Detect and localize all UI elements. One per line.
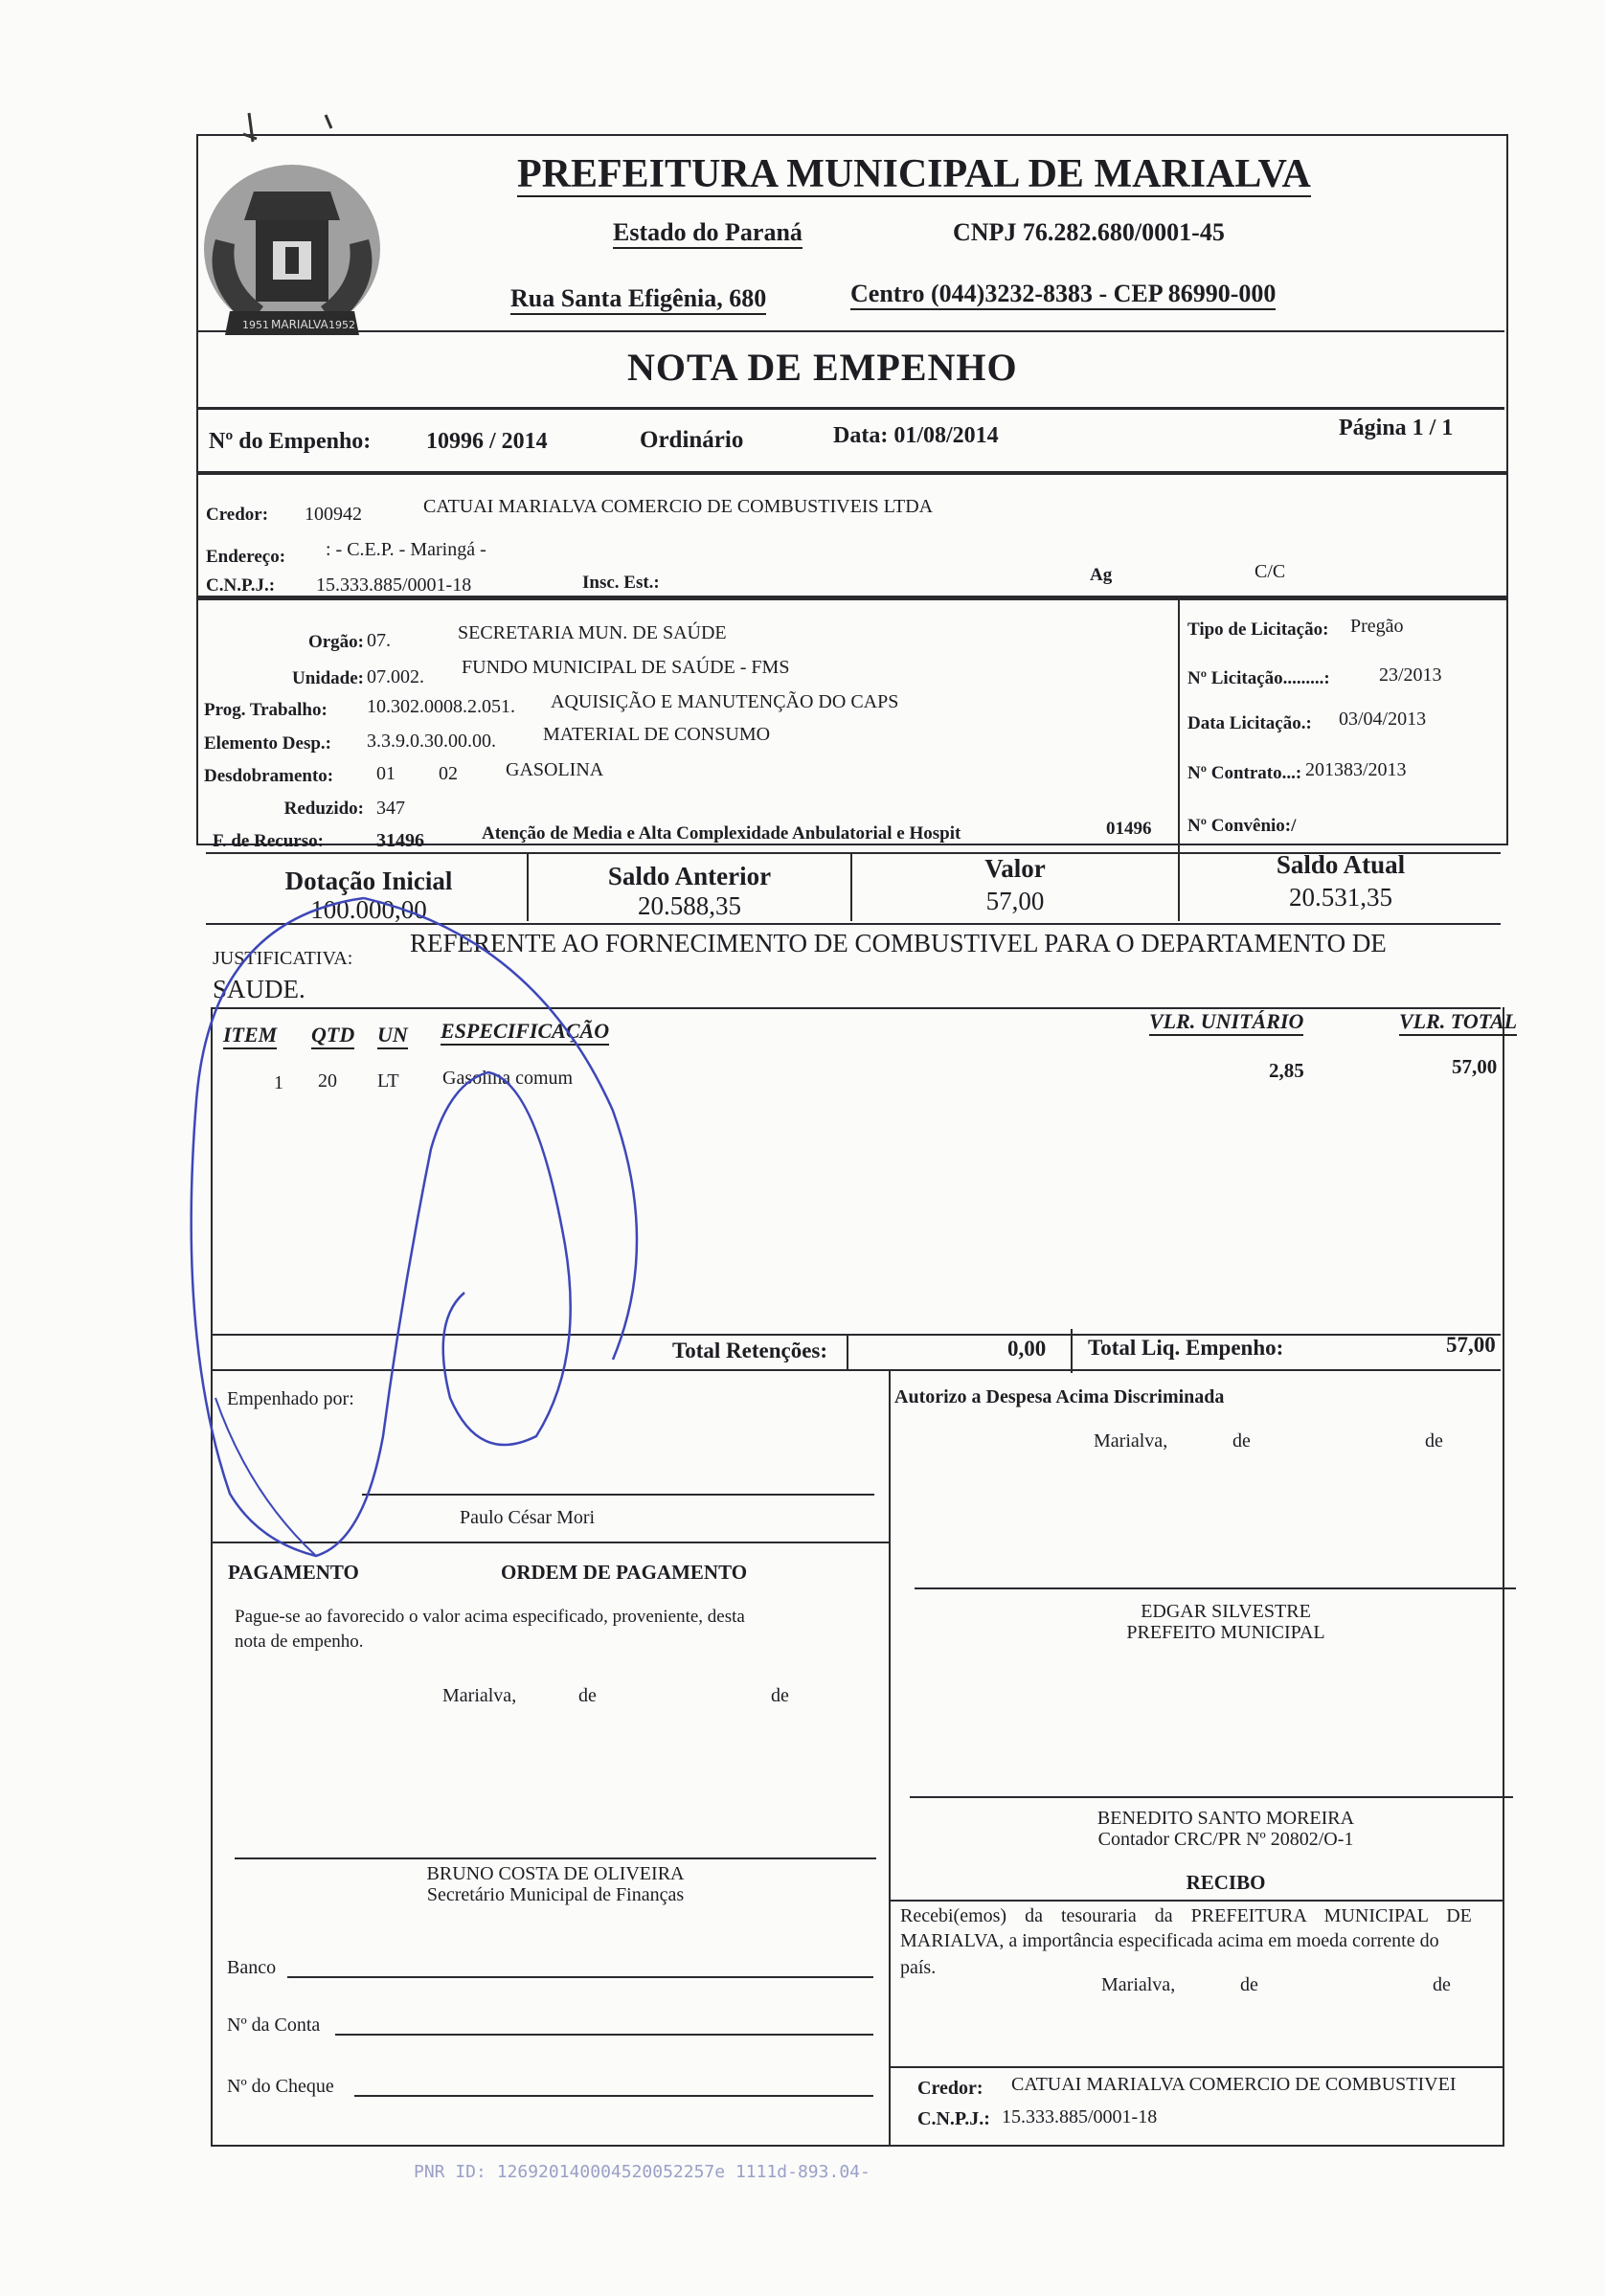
svg-text:1952: 1952 xyxy=(328,319,355,331)
saldo-atual-label: Saldo Atual xyxy=(1276,850,1406,879)
num-licitacao-value: 23/2013 xyxy=(1379,664,1442,686)
recibo-text: Recebi(emos) da tesouraria da PREFEITURA MUNICIPAL DE xyxy=(900,1905,1472,1926)
header-cnpj: CNPJ 76.282.680/0001-45 xyxy=(953,218,1225,246)
pagamento-label: PAGAMENTO xyxy=(228,1561,359,1584)
valor-value: 57,00 xyxy=(985,887,1045,915)
svg-text:1951: 1951 xyxy=(242,319,269,331)
row-un: LT xyxy=(377,1070,399,1092)
recibo-credor-label: Credor: xyxy=(917,2078,983,2099)
autorizo-de-2: de xyxy=(1425,1430,1443,1452)
prefeito-title: PREFEITO MUNICIPAL xyxy=(1126,1622,1325,1643)
num-licitacao-label: Nº Licitação.........: xyxy=(1187,668,1330,688)
recibo-text-3: país. xyxy=(900,1957,937,1978)
empenho-number-label: Nº do Empenho: xyxy=(209,429,372,454)
desdobramento-label: Desdobramento: xyxy=(204,766,334,786)
empenhado-name: Paulo César Mori xyxy=(460,1507,596,1528)
creditor-name: CATUAI MARIALVA COMERCIO DE COMBUSTIVEIS LTDA xyxy=(423,496,934,517)
unidade-code: 07.002. xyxy=(367,666,424,687)
recibo-cnpj-label: C.N.P.J.: xyxy=(917,2108,990,2129)
tipo-licitacao-value: Pregão xyxy=(1350,616,1404,637)
unidade-label: Unidade: xyxy=(292,668,364,688)
prog-label: Prog. Trabalho: xyxy=(204,700,328,720)
pague-de-1: de xyxy=(578,1685,597,1706)
recurso-suffix: 01496 xyxy=(1106,819,1152,839)
recibo-city: Marialva, xyxy=(1101,1974,1176,1995)
desdobramento-a: 01 xyxy=(376,763,396,784)
recibo-credor-name: CATUAI MARIALVA COMERCIO DE COMBUSTIVEI xyxy=(1011,2074,1457,2095)
conta-label: Nº da Conta xyxy=(227,2015,321,2036)
orgao-desc: SECRETARIA MUN. DE SAÚDE xyxy=(458,622,727,643)
orgao-code: 07. xyxy=(367,630,391,651)
cheque-label: Nº do Cheque xyxy=(227,2076,334,2097)
row-unit-price: 2,85 xyxy=(1269,1059,1304,1082)
secretario-title: Secretário Municipal de Finanças xyxy=(426,1884,685,1905)
prog-code: 10.302.0008.2.051. xyxy=(367,696,515,717)
svg-text:MARIALVA: MARIALVA xyxy=(271,318,328,331)
orgao-label: Orgão: xyxy=(307,632,364,652)
creditor-cnpj: 15.333.885/0001-18 xyxy=(316,574,472,596)
document-title: NOTA DE EMPENHO xyxy=(627,346,1018,389)
desdobramento-b: 02 xyxy=(439,763,458,784)
empenho-type: Ordinário xyxy=(640,427,744,453)
pague-text: Pague-se ao favorecido o valor acima especificado, proveniente, desta xyxy=(235,1607,745,1627)
justificativa-label: JUSTIFICATIVA: xyxy=(213,948,353,969)
recibo-text-2: MARIALVA, a importância especificada acima em moeda corrente do xyxy=(900,1930,1439,1951)
recibo-cnpj: 15.333.885/0001-18 xyxy=(1002,2106,1158,2127)
contrato-label: Nº Contrato...: xyxy=(1187,763,1302,783)
autorizo-de-1: de xyxy=(1232,1430,1251,1452)
header-address: Rua Santa Efigênia, 680 xyxy=(510,284,766,315)
page-number: Página 1 / 1 xyxy=(1339,416,1454,440)
pague-de-2: de xyxy=(771,1685,789,1706)
contador-title: Contador CRC/PR Nº 20802/O-1 xyxy=(1097,1829,1354,1850)
valor-label: Valor xyxy=(984,854,1046,883)
col-total: VLR. TOTAL xyxy=(1399,1009,1517,1036)
cc-label: C/C xyxy=(1255,561,1286,582)
tipo-licitacao-label: Tipo de Licitação: xyxy=(1187,619,1329,640)
contrato-value: 201383/2013 xyxy=(1305,759,1407,780)
address-label: Endereço: xyxy=(206,547,286,567)
elemento-code: 3.3.9.0.30.00.00. xyxy=(367,731,496,752)
dotacao-value: 100.000,00 xyxy=(310,895,427,924)
recurso-code: 31496 xyxy=(376,830,424,851)
row-qtd: 20 xyxy=(318,1070,337,1092)
autorizo-city: Marialva, xyxy=(1094,1430,1168,1452)
col-unit-price: VLR. UNITÁRIO xyxy=(1149,1009,1303,1036)
reduzido-label: Reduzido: xyxy=(283,799,364,819)
pague-text-2: nota de empenho. xyxy=(235,1632,364,1652)
state-name: Estado do Paraná xyxy=(613,218,802,249)
recibo-title: RECIBO xyxy=(1186,1871,1266,1894)
insc-label: Insc. Est.: xyxy=(582,573,660,593)
convenio-label: Nº Convênio:/ xyxy=(1187,816,1297,836)
empenho-date: Data: 01/08/2014 xyxy=(833,423,999,448)
creditor-address: : - C.E.P. - Maringá - xyxy=(326,539,486,560)
data-licitacao-label: Data Licitação.: xyxy=(1187,713,1312,733)
creditor-code: 100942 xyxy=(305,504,362,525)
row-spec: Gasolina comum xyxy=(442,1068,574,1089)
unidade-desc: FUNDO MUNICIPAL DE SAÚDE - FMS xyxy=(462,657,790,678)
elemento-desc: MATERIAL DE CONSUMO xyxy=(543,724,771,745)
col-item: ITEM xyxy=(223,1023,277,1049)
prefeito-name: EDGAR SILVESTRE xyxy=(1141,1601,1311,1622)
header-contact: Centro (044)3232-8383 - CEP 86990-000 xyxy=(850,280,1276,310)
row-total: 57,00 xyxy=(1452,1055,1498,1078)
retencoes-value: 0,00 xyxy=(1007,1337,1047,1361)
retencoes-label: Total Retenções: xyxy=(672,1339,828,1362)
dotacao-label: Dotação Inicial xyxy=(284,867,453,895)
desdobramento-desc: GASOLINA xyxy=(506,759,604,780)
justificativa-text-2: SAUDE. xyxy=(213,975,305,1003)
col-qtd: QTD xyxy=(311,1023,354,1049)
elemento-label: Elemento Desp.: xyxy=(204,733,331,754)
recurso-label: F. de Recurso: xyxy=(213,831,324,851)
empenho-number: 10996 / 2014 xyxy=(426,429,548,454)
autorizo-text: Autorizo a Despesa Acima Discriminada xyxy=(894,1386,1225,1407)
contador-name: BENEDITO SANTO MOREIRA xyxy=(1096,1808,1355,1829)
page-title: PREFEITURA MUNICIPAL DE MARIALVA xyxy=(517,152,1311,196)
data-licitacao-value: 03/04/2013 xyxy=(1339,709,1427,730)
recibo-de-1: de xyxy=(1240,1974,1258,1995)
col-un: UN xyxy=(377,1023,408,1049)
liquido-value: 57,00 xyxy=(1446,1333,1496,1357)
row-item: 1 xyxy=(274,1072,283,1093)
creditor-label: Credor: xyxy=(206,505,269,525)
pague-city: Marialva, xyxy=(442,1685,517,1706)
saldo-anterior-label: Saldo Anterior xyxy=(607,862,772,890)
ordem-label: ORDEM DE PAGAMENTO xyxy=(501,1561,748,1584)
recibo-de-2: de xyxy=(1433,1974,1451,1995)
cnpj-label: C.N.P.J.: xyxy=(206,575,276,596)
empenhado-label: Empenhado por: xyxy=(227,1388,354,1409)
footer-code: PNR ID: 126920140004520052257e 1111d-893.04- xyxy=(414,2162,870,2182)
prog-desc: AQUISIÇÃO E MANUTENÇÃO DO CAPS xyxy=(551,691,899,712)
ag-label: Ag xyxy=(1090,565,1113,585)
justificativa-text: REFERENTE AO FORNECIMENTO DE COMBUSTIVEL PARA O DEPARTAMENTO DE xyxy=(410,929,1387,957)
col-spec: ESPECIFICAÇÃO xyxy=(441,1019,609,1046)
reduzido-value: 347 xyxy=(376,798,405,819)
saldo-anterior-value: 20.588,35 xyxy=(638,891,741,920)
banco-label: Banco xyxy=(227,1957,277,1978)
liquido-label: Total Liq. Empenho: xyxy=(1088,1336,1284,1360)
saldo-atual-value: 20.531,35 xyxy=(1289,883,1392,912)
secretario-name: BRUNO COSTA DE OLIVEIRA xyxy=(426,1863,685,1884)
recurso-desc: Atenção de Media e Alta Complexidade Anbulatorial e Hospit xyxy=(482,823,961,844)
